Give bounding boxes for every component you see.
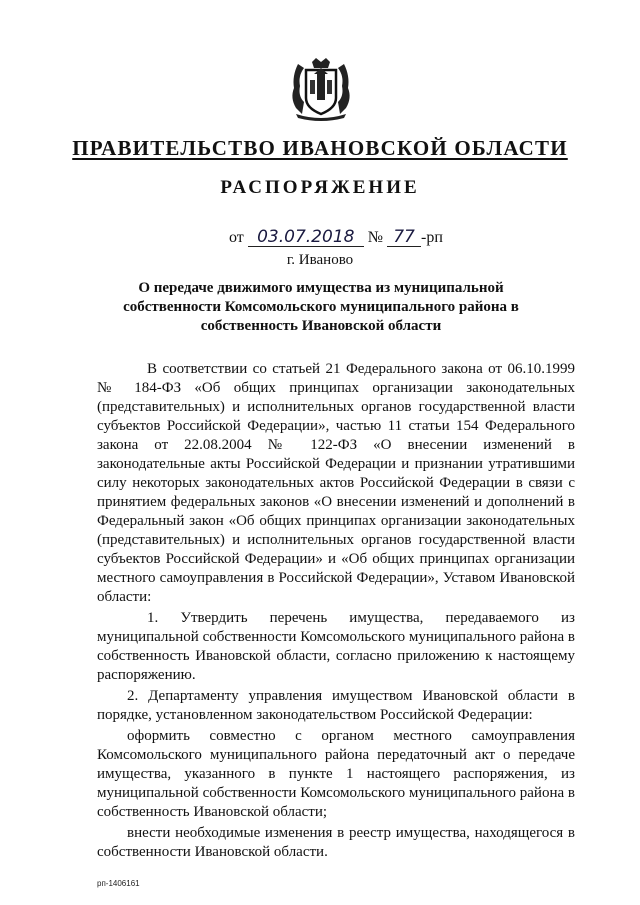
registration-line [229,229,443,247]
coat-of-arms-icon [288,58,354,122]
document-number: 77 [387,229,421,247]
document-subject: О передаче движимого имущества из муниципальной собственности Комсомольского муниципального района в собственность Ивановской области [123,280,519,334]
government-title: ПРАВИТЕЛЬСТВО ИВАНОВСКОЙ ОБЛАСТИ [72,136,568,160]
item-2a-paragraph: оформить совместно с органом местного самоуправления Комсомольского муниципального района передаточный акт о передаче имущества, указанного в пункте 1 настоящего распоряжения, из муниципальной собственности Комсомольского муниципального района в собственность Ивановской области; [97,728,575,820]
preamble-paragraph: В соответствии со статьей 21 Федерального закона от 06.10.1999 № 184-ФЗ «Об общих принципах организации законодательных (представительных) и исполнительных органов государственной власти субъектов Российской Федерации», частью 11 статьи 154 Федерального закона от 22.08.2004 № 122-ФЗ «О внесении изменений в законодательные акты Российской Федерации и признании утратившими силу некоторых законодательных актов Российской Федерации в связи с принятием федеральных законов «О внесении изменений и дополнений в Федеральный закон «Об общих принципах организации законодательных (представительных) и исполнительных органов государственной власти субъектов Российской Федерации» и «Об общих принципах организации местного самоуправления в Российской Федерации», Уставом Ивановской области: [97,361,575,605]
date-prefix: от [229,229,244,246]
document-type: РАСПОРЯЖЕНИЕ [220,177,420,198]
number-suffix: -рп [421,229,443,246]
document-body [97,360,575,864]
document-date: 03.07.2018 [248,229,364,247]
number-label: № [367,229,384,246]
footer-code: рп-1406161 [97,879,140,888]
city: г. Иваново [286,252,354,268]
item-2b-paragraph: внести необходимые изменения в реестр имущества, находящегося в собственности Ивановской области. [97,825,575,860]
item-1-paragraph: 1. Утвердить перечень имущества, передаваемого из муниципальной собственности Комсомольского муниципального района в собственность Ивановской области, согласно приложению к настоящему распоряжению. [97,610,575,683]
item-2-paragraph: 2. Департаменту управления имуществом Ивановской области в порядке, установленном законодательством Российской Федерации: [97,688,575,723]
